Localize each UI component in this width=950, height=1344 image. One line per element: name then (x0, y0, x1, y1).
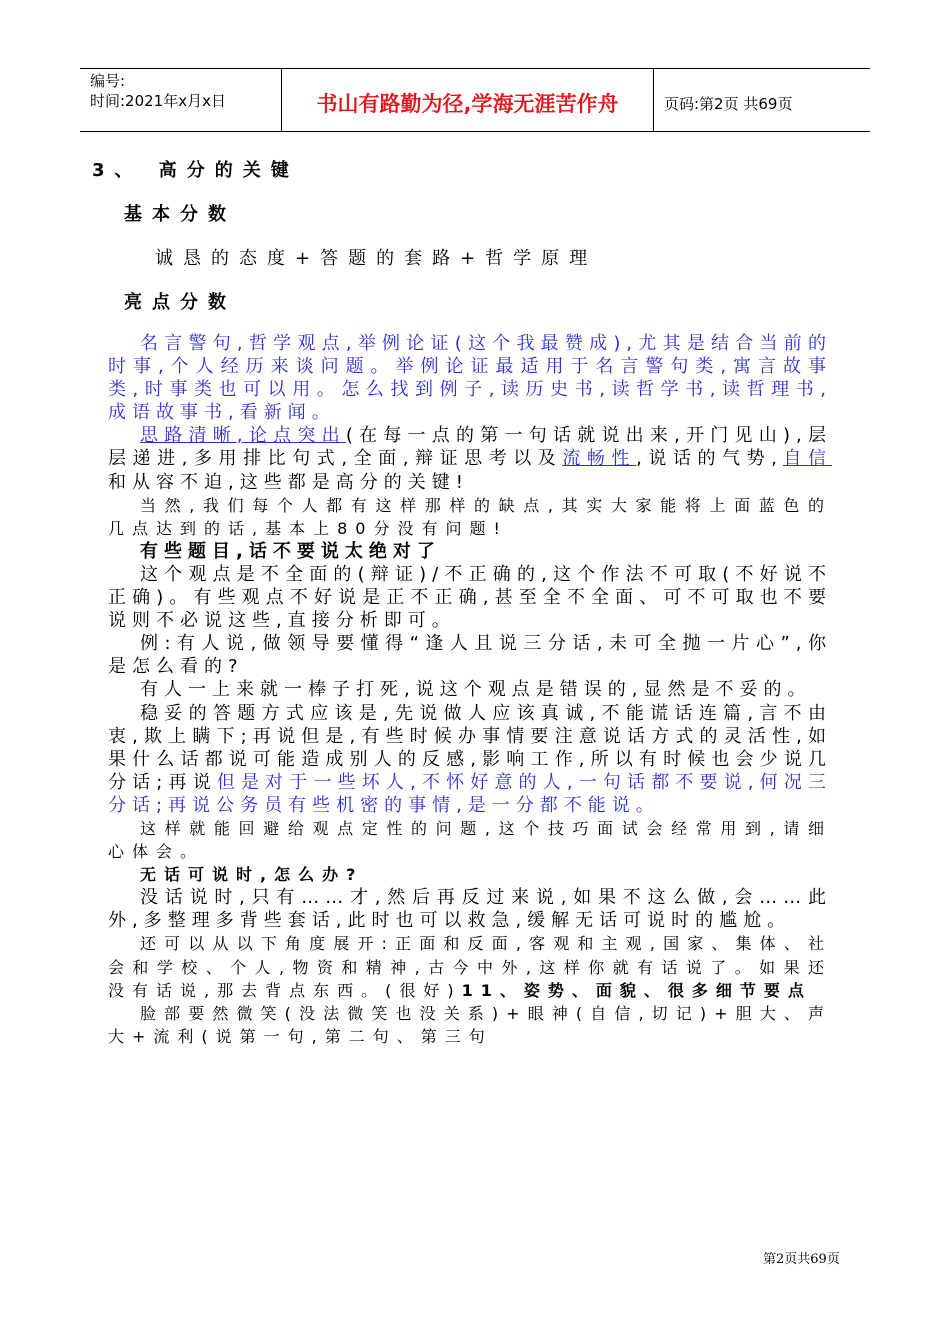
header-time: 时间:2021年x月x日 (90, 92, 226, 110)
paragraph-examples: 名言警句,哲学观点,举例论证(这个我最赞成),尤其是结合当前的时事,个人经历来谈问题。举例论证最适用于名言警句类,寓言故事类,时事类也可以用。怎么找到例子,读历史书,读哲学书,读哲理书,成语故事书,看新闻。 (108, 333, 832, 424)
header-meta (80, 69, 282, 131)
subheading-posture: 11、姿势、面貌、很多细节要点 (461, 980, 812, 1000)
subheading-not-absolute: 有些题目,话不要说太绝对了 (140, 540, 441, 562)
safe-approach-text: 稳妥的答题方式应该是,先说做人应该真诚,不能谎话连篇,言不由衷,欺上瞒下;再说但是,有些时候办事情要注意说话方式的灵活性,如果什么话都说可能造成别人的反感,影响工作,所以有时候也会少说几分话;再说 (108, 702, 832, 793)
angles-text: 还可以从以下角度展开:正面和反面,客观和主观,国家、集体、社会和学校、个人,物资和精神,古今中外,这样你就有话说了。如果还没有话说,那去背点东西。(很好) (108, 934, 832, 1000)
header-page: 页码:第2页 共69页 (664, 94, 793, 113)
header-motto: 书山有路勤为径,学海无涯苦作舟 (282, 69, 654, 131)
section-title: 3、 高分的关键 (92, 160, 299, 181)
paragraph-technique-note: 这样就能回避给观点定性的问题,这个技巧面试会经常用到,请细心体会。 (108, 818, 832, 862)
body-text (108, 332, 832, 1048)
paragraph-wrong-approach: 有人一上来就一棒子打死,说这个观点是错误的,显然是不妥的。 (140, 679, 812, 701)
clarity-text-1: (在每一点的第一句话就说出来,开门见山),层层递进,多用排比句式,全面,辩证思考以及 (108, 425, 832, 470)
paragraph-dialectic: 这个观点是不全面的(辩证)/不正确的,这个作法不可取(不好说不正确)。有些观点不好说是正不正确,甚至全不全面、可不可取也不要说则不必说这些,直接分析即可。 (108, 563, 832, 632)
clarity-text-2: ,说话的气势, (636, 448, 783, 470)
header-table (80, 68, 870, 132)
paragraph-clarity (108, 424, 832, 493)
safe-approach-highlight: 但是对于一些坏人,不怀好意的人,一句话都不要说,何况三分话;再说公务员有些机密的事情,是一分都不能说。 (108, 771, 832, 816)
highlight-confidence: 自信 (782, 448, 832, 470)
basic-score-formula: 诚恳的态度+答题的套路+哲学原理 (155, 248, 598, 269)
paragraph-expression: 脸部要然微笑(没法微笑也没关系)+眼神(自信,切记)+胆大、声大+流利(说第一句,第二句、第三句 (108, 1003, 832, 1046)
paragraph-nothing-to-say: 没话说时,只有……才,然后再反过来说,如果不这么做,会……此外,多整理多背些套话,此时也可以救急,缓解无话可说时的尴尬。 (108, 887, 832, 932)
page-footer: 第2页共69页 (763, 1252, 840, 1267)
header-code: 编号: (90, 72, 126, 90)
paragraph-angles (108, 932, 832, 1001)
subheading-nothing-to-say: 无话可说时,怎么办? (140, 865, 364, 885)
paragraph-example-question: 例:有人说,做领导要懂得“逢人且说三分话,未可全抛一片心”,你是怎么看的? (108, 633, 832, 678)
highlight-score-title: 亮点分数 (124, 292, 236, 313)
paragraph-score-note: 当然,我们每个人都有这样那样的缺点,其实大家能将上面蓝色的几点达到的话,基本上80分没有问题! (108, 495, 832, 538)
basic-score-title: 基本分数 (124, 204, 236, 225)
highlight-clarity: 思路清晰,论点突出 (140, 425, 346, 447)
paragraph-safe-approach (108, 702, 832, 817)
highlight-fluency: 流畅性 (562, 448, 637, 470)
clarity-text-3: 和从容不迫,这些都是高分的关键! (108, 471, 469, 493)
